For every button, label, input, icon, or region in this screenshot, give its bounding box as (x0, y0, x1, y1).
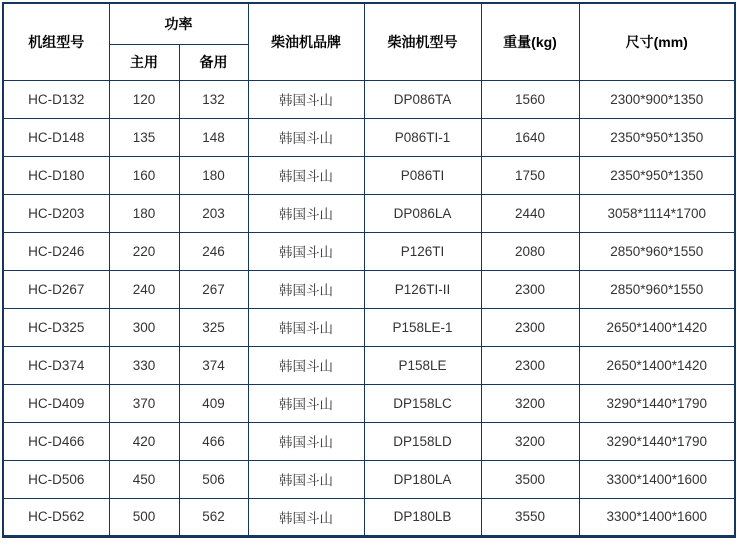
cell-dimensions: 2850*960*1550 (579, 270, 735, 308)
cell-unit-model: HC-D466 (3, 422, 109, 460)
cell-weight: 2080 (481, 232, 579, 270)
cell-unit-model: HC-D325 (3, 308, 109, 346)
cell-engine-model: P126TI (364, 232, 481, 270)
cell-engine-model: DP180LA (364, 460, 481, 498)
cell-unit-model: HC-D409 (3, 384, 109, 422)
cell-dimensions: 2350*950*1350 (579, 156, 735, 194)
cell-engine-model: P126TI-II (364, 270, 481, 308)
cell-power-prime: 420 (109, 422, 179, 460)
generator-spec-table (2, 2, 736, 538)
table-row (3, 118, 735, 156)
cell-power-prime: 370 (109, 384, 179, 422)
cell-power-standby: 325 (179, 308, 248, 346)
cell-dimensions: 2300*900*1350 (579, 80, 735, 118)
table-row (3, 346, 735, 384)
cell-unit-model: HC-D203 (3, 194, 109, 232)
cell-dimensions: 2350*950*1350 (579, 118, 735, 156)
cell-power-standby: 132 (179, 80, 248, 118)
cell-unit-model: HC-D562 (3, 498, 109, 536)
cell-engine-brand: 韩国斗山 (248, 156, 364, 194)
cell-weight: 2300 (481, 346, 579, 384)
cell-engine-brand: 韩国斗山 (248, 80, 364, 118)
table-row (3, 384, 735, 422)
header-power-standby: 备用 (179, 44, 248, 80)
cell-engine-model: DP086TA (364, 80, 481, 118)
cell-engine-brand: 韩国斗山 (248, 460, 364, 498)
table-body (3, 80, 735, 536)
cell-power-standby: 409 (179, 384, 248, 422)
cell-engine-model: DP180LB (364, 498, 481, 536)
cell-dimensions: 2650*1400*1420 (579, 346, 735, 384)
cell-power-prime: 135 (109, 118, 179, 156)
cell-dimensions: 3290*1440*1790 (579, 384, 735, 422)
cell-engine-model: DP158LD (364, 422, 481, 460)
cell-weight: 3200 (481, 422, 579, 460)
cell-power-prime: 180 (109, 194, 179, 232)
cell-engine-brand: 韩国斗山 (248, 194, 364, 232)
cell-power-prime: 160 (109, 156, 179, 194)
table-row (3, 460, 735, 498)
cell-weight: 3550 (481, 498, 579, 536)
cell-power-prime: 330 (109, 346, 179, 384)
cell-power-prime: 120 (109, 80, 179, 118)
cell-engine-model: P086TI-1 (364, 118, 481, 156)
table-row (3, 308, 735, 346)
cell-dimensions: 2650*1400*1420 (579, 308, 735, 346)
cell-power-prime: 300 (109, 308, 179, 346)
table-row (3, 80, 735, 118)
cell-power-prime: 450 (109, 460, 179, 498)
cell-dimensions: 2850*960*1550 (579, 232, 735, 270)
cell-power-prime: 500 (109, 498, 179, 536)
header-power-prime: 主用 (109, 44, 179, 80)
header-unit-model: 机组型号 (3, 3, 109, 80)
cell-weight: 1750 (481, 156, 579, 194)
table-row (3, 270, 735, 308)
cell-dimensions: 3290*1440*1790 (579, 422, 735, 460)
cell-engine-brand: 韩国斗山 (248, 270, 364, 308)
cell-weight: 1640 (481, 118, 579, 156)
cell-power-standby: 148 (179, 118, 248, 156)
cell-power-prime: 240 (109, 270, 179, 308)
cell-power-standby: 562 (179, 498, 248, 536)
cell-engine-model: P158LE (364, 346, 481, 384)
cell-engine-brand: 韩国斗山 (248, 422, 364, 460)
cell-weight: 3500 (481, 460, 579, 498)
cell-unit-model: HC-D246 (3, 232, 109, 270)
cell-unit-model: HC-D506 (3, 460, 109, 498)
cell-weight: 2300 (481, 308, 579, 346)
cell-power-prime: 220 (109, 232, 179, 270)
cell-power-standby: 267 (179, 270, 248, 308)
table-row (3, 422, 735, 460)
table-row (3, 156, 735, 194)
table-row (3, 194, 735, 232)
cell-unit-model: HC-D180 (3, 156, 109, 194)
cell-dimensions: 3058*1114*1700 (579, 194, 735, 232)
cell-unit-model: HC-D132 (3, 80, 109, 118)
cell-engine-model: P086TI (364, 156, 481, 194)
cell-weight: 3200 (481, 384, 579, 422)
cell-engine-brand: 韩国斗山 (248, 384, 364, 422)
header-dimensions: 尺寸(mm) (579, 3, 735, 80)
cell-dimensions: 3300*1400*1600 (579, 460, 735, 498)
cell-engine-model: DP086LA (364, 194, 481, 232)
cell-power-standby: 180 (179, 156, 248, 194)
cell-dimensions: 3300*1400*1600 (579, 498, 735, 536)
cell-power-standby: 246 (179, 232, 248, 270)
cell-engine-brand: 韩国斗山 (248, 118, 364, 156)
header-weight: 重量(kg) (481, 3, 579, 80)
cell-engine-model: DP158LC (364, 384, 481, 422)
cell-unit-model: HC-D267 (3, 270, 109, 308)
header-row-1 (3, 3, 735, 44)
cell-engine-brand: 韩国斗山 (248, 308, 364, 346)
header-engine-brand: 柴油机品牌 (248, 3, 364, 80)
cell-engine-brand: 韩国斗山 (248, 232, 364, 270)
cell-engine-model: P158LE-1 (364, 308, 481, 346)
cell-power-standby: 374 (179, 346, 248, 384)
table-row (3, 498, 735, 536)
cell-unit-model: HC-D374 (3, 346, 109, 384)
cell-engine-brand: 韩国斗山 (248, 346, 364, 384)
cell-weight: 2300 (481, 270, 579, 308)
cell-power-standby: 203 (179, 194, 248, 232)
cell-engine-brand: 韩国斗山 (248, 498, 364, 536)
cell-weight: 1560 (481, 80, 579, 118)
table-header (3, 3, 735, 80)
table-row (3, 232, 735, 270)
cell-unit-model: HC-D148 (3, 118, 109, 156)
cell-power-standby: 506 (179, 460, 248, 498)
header-engine-model: 柴油机型号 (364, 3, 481, 80)
header-power: 功率 (109, 3, 248, 44)
cell-power-standby: 466 (179, 422, 248, 460)
cell-weight: 2440 (481, 194, 579, 232)
